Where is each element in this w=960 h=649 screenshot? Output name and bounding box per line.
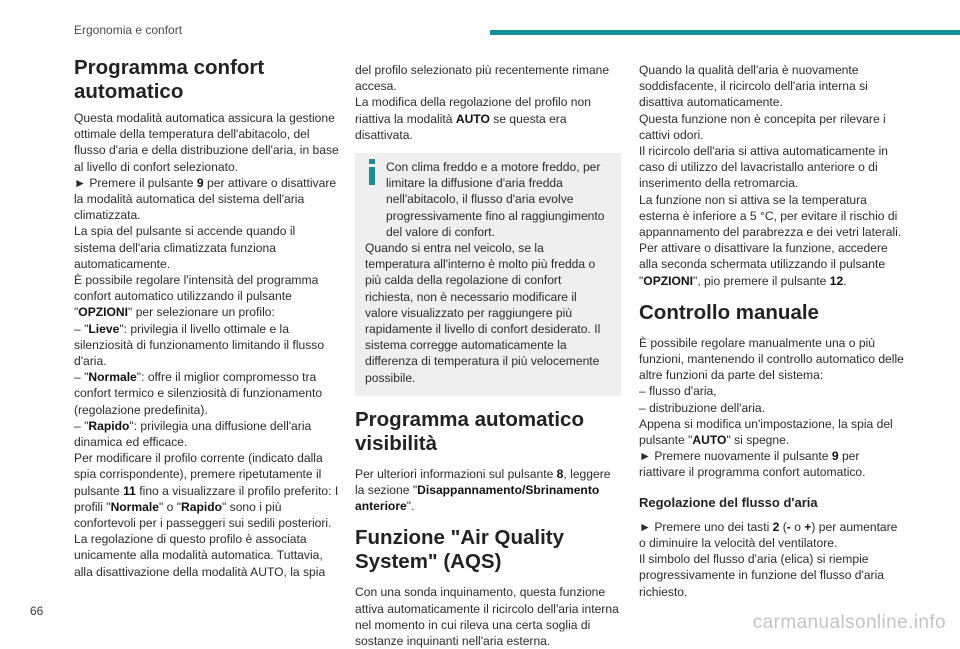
paragraph: Quando si entra nel veicolo, se la temperatura all'interno è molto più fredda o più calda della regolazione di confort richiesta, non è necessario modificare il valore visualizzato per raggiungere più rapidamente il livello di confort desiderato. Il sistema corregge automaticamente la differenza di temperatura il più velocemente possibile. <box>365 241 601 385</box>
paragraph: Il simbolo del flusso d'aria (elica) si riempie progressivamente in funzione del flusso d'aria richiesto. <box>639 552 884 599</box>
paragraph: Per attivare o disattivare la funzione, accedere alla seconda schermata utilizzando il pulsante "OPZIONI", pio premere il pulsante 12. <box>639 241 888 288</box>
paragraph: Con clima freddo e a motore freddo, per limitare la diffusione d'aria fredda nell'abitacolo, il flusso d'aria evolve progressivamente fino al raggiungimento del valore di confort. <box>386 160 605 239</box>
column-1-body <box>74 110 340 580</box>
info-icon <box>365 159 379 185</box>
paragraph: ► Premere il pulsante 9 per attivare o disattivare la modalità automatica del sistema dell'aria climatizzata. <box>74 175 337 223</box>
paragraph: Questa modalità automatica assicura la gestione ottimale della temperatura dell'abitacolo, del flusso d'aria e della distribuzione dell'aria, in base al livello di confort selezionato. <box>74 111 339 174</box>
heading-aqs: Funzione "Air Quality System" (AQS) <box>355 526 565 574</box>
paragraph: ► Premere uno dei tasti 2 (- o +) per aumentare o diminuire la velocità del ventilatore. <box>639 519 898 551</box>
paragraph: Il ricircolo dell'aria si attiva automaticamente in caso di utilizzo del lavacristallo anteriore o di inserimento della retromarcia. <box>639 144 888 191</box>
paragraph: Appena si modifica un'impostazione, la spia del pulsante "AUTO" si spegne. <box>639 416 893 448</box>
column-1 <box>74 56 340 580</box>
paragraph: La regolazione di questo profilo è associata unicamente alla modalità automatica. Tuttavia, alla disattivazione della modalità AUTO, la spia <box>74 532 326 579</box>
paragraph: Per ulteriori informazioni sul pulsante 8, leggere la sezione "Disappannamento/Sbrinamento anteriore". <box>355 466 611 514</box>
paragraph: ► Premere nuovamente il pulsante 9 per riattivare il programma confort automatico. <box>639 449 866 480</box>
paragraph: – flusso d'aria, <box>639 384 717 399</box>
paragraph: È possibile regolare l'intensità del programma confort automatico utilizzando il pulsante "OPZIONI" per selezionare un profilo: <box>74 273 319 320</box>
paragraph: – "Lieve": privilegia il livello ottimale e la silenziosità di funzionamento limitando il flusso d'aria. <box>74 321 325 369</box>
paragraph: – "Normale": offre il miglior compromesso tra confort termico e silenziosità di funzionamento (regolazione predefinita). <box>74 370 323 417</box>
paragraph: La funzione non si attiva se la temperatura esterna è inferiore a 5 °C, per evitare il rischio di appannamento del parabrezza e dei vetri laterali. <box>639 192 902 240</box>
paragraph: La modifica della regolazione del profilo non riattiva la modalità AUTO se questa era disattivata. <box>355 95 591 142</box>
aqs-continued-text <box>639 62 907 289</box>
header-section-title: Ergonomia e confort <box>74 23 183 37</box>
heading-regolazione-flusso: Regolazione del flusso d'aria <box>639 494 818 510</box>
heading-programma-confort: Programma confort automatico <box>74 56 265 103</box>
paragraph: Con una sonda inquinamento, questa funzione attiva automaticamente il ricircolo dell'aria interna nel momento in cui rileva una certa soglia di sostanze inquinanti nell'aria esterna. <box>355 585 619 649</box>
paragraph: È possibile regolare manualmente una o più funzioni, mantenendo il controllo automatico delle altre funzioni da parte del sistema: <box>639 335 904 383</box>
paragraph: – distribuzione dell'aria. <box>639 400 766 415</box>
page-number: 66 <box>30 604 44 618</box>
paragraph: La spia del pulsante si accende quando il sistema dell'aria climatizzata funziona automaticamente. <box>74 224 296 271</box>
info-box-text <box>365 159 611 386</box>
visibilita-text <box>355 466 621 515</box>
column-2-intro <box>355 62 621 143</box>
paragraph: del profilo selezionato più recentemente rimane accesa. <box>355 63 610 94</box>
watermark: carmanualsonline.info <box>752 612 946 633</box>
info-box <box>355 153 621 396</box>
regolazione-flusso-text <box>639 519 907 600</box>
column-3 <box>639 62 907 600</box>
column-2 <box>355 62 621 649</box>
heading-controllo-manuale: Controllo manuale <box>639 300 819 324</box>
paragraph: – "Rapido": privilegia una diffusione dell'aria dinamica ed efficace. <box>74 418 312 450</box>
heading-programma-visibilita: Programma automatico visibilità <box>355 407 584 455</box>
header-accent-bar <box>490 30 960 35</box>
aqs-text <box>355 584 621 649</box>
paragraph: Questa funzione non è concepita per rilevare i cattivi odori. <box>639 111 886 142</box>
paragraph: Quando la qualità dell'aria è nuovamente soddisfacente, il ricircolo dell'aria interna si disattiva automaticamente. <box>639 63 868 110</box>
paragraph: Per modificare il profilo corrente (indicato dalla spia corrispondente), premere ripetutamente il pulsante 11 fino a visualizzare il profilo preferito: I profili "Normale" o "Rapido" sono i più confortevoli per i passeggeri sui sedili posteriori. <box>74 451 339 531</box>
controllo-manuale-text <box>639 335 907 481</box>
